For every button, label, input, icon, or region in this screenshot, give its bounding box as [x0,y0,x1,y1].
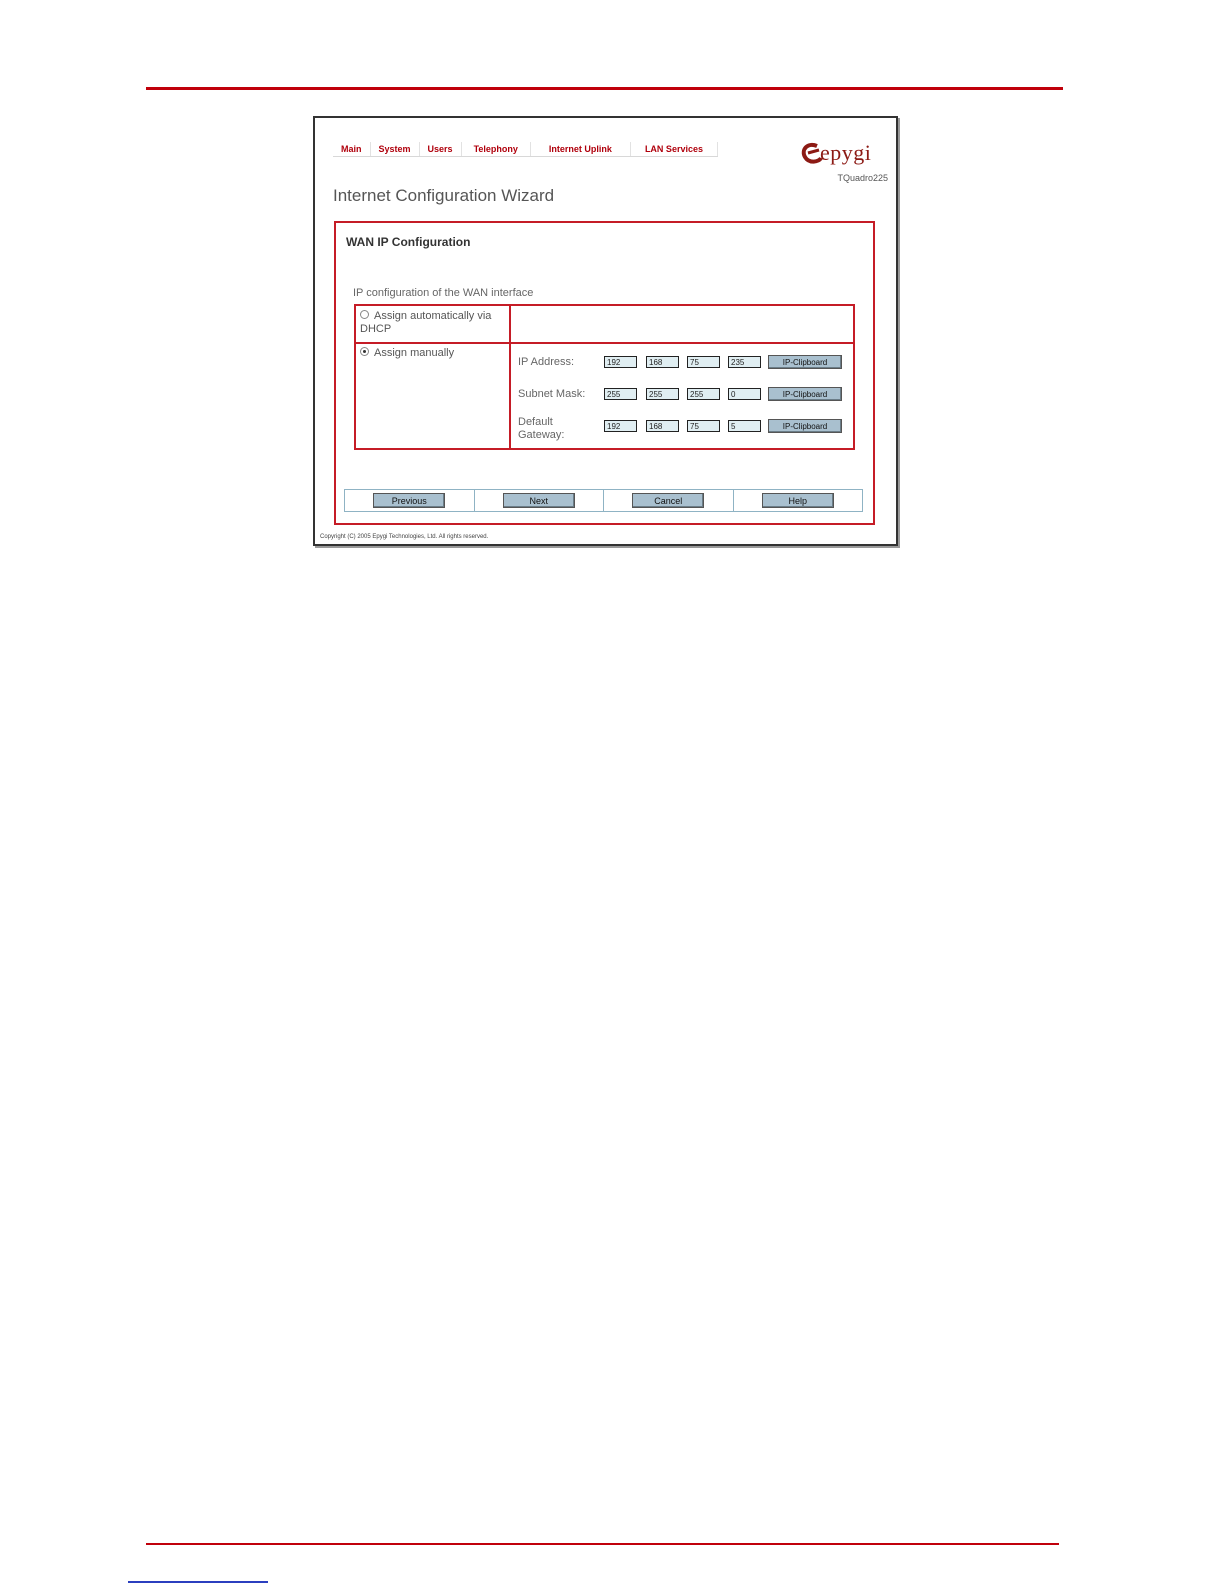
default-gateway-octet-4[interactable] [728,420,761,432]
manual-option[interactable] [360,347,505,360]
wizard-screenshot [313,116,898,546]
column-divider [509,306,511,448]
wan-ip-panel [334,221,875,525]
dhcp-option[interactable] [360,310,505,336]
tab-internet-uplink[interactable]: Internet Uplink [531,142,631,156]
ip-config-table [354,304,855,450]
header-rule [146,87,1063,90]
tab-system[interactable]: System [371,142,420,156]
row-divider [356,342,853,344]
next-button[interactable]: Next [503,493,575,508]
default-gateway-clipboard-button[interactable]: IP-Clipboard [768,419,842,433]
dhcp-radio[interactable] [360,310,369,319]
section-label: IP configuration of the WAN interface [353,287,534,299]
cancel-button[interactable]: Cancel [632,493,704,508]
ip-address-octet-1[interactable] [604,356,637,368]
footer-rule [146,1543,1059,1545]
panel-title: WAN IP Configuration [346,235,471,249]
default-gateway-octet-1[interactable] [604,420,637,432]
ip-address-octet-3[interactable] [687,356,720,368]
ip-address-octet-4[interactable] [728,356,761,368]
help-button[interactable]: Help [762,493,834,508]
previous-cell [345,490,475,511]
manual-option-label: Assign manually [374,347,455,359]
help-cell [734,490,863,511]
subnet-mask-octet-1[interactable] [604,388,637,400]
ip-address-clipboard-button[interactable]: IP-Clipboard [768,355,842,369]
subnet-mask-label: Subnet Mask: [518,388,586,400]
cancel-cell [604,490,734,511]
tab-lan-services[interactable]: LAN Services [631,142,718,156]
previous-button[interactable]: Previous [373,493,445,508]
ip-address-label: IP Address: [518,356,575,368]
main-nav-tabs [333,142,718,157]
ip-address-octet-2[interactable] [646,356,679,368]
dhcp-option-label: Assign automatically via DHCP [360,310,492,335]
page-title: Internet Configuration Wizard [333,186,555,205]
subnet-mask-clipboard-button[interactable]: IP-Clipboard [768,387,842,401]
default-gateway-label: Default Gateway: [518,416,565,441]
device-model: TQuadro225 [837,173,888,183]
tab-users[interactable]: Users [420,142,462,156]
brand-logo-text: epygi [820,140,872,165]
wizard-button-bar [344,489,863,512]
subnet-mask-octet-3[interactable] [687,388,720,400]
default-gateway-octet-2[interactable] [646,420,679,432]
manual-radio[interactable] [360,347,369,356]
subnet-mask-octet-4[interactable] [728,388,761,400]
next-cell [475,490,605,511]
subnet-mask-octet-2[interactable] [646,388,679,400]
tab-telephony[interactable]: Telephony [462,142,531,156]
copyright-text: Copyright (C) 2005 Epygi Technologies, Ltd. All rights reserved. [320,534,489,540]
tab-main[interactable]: Main [333,142,371,156]
footer-link-underline[interactable] [128,1581,268,1583]
default-gateway-octet-3[interactable] [687,420,720,432]
